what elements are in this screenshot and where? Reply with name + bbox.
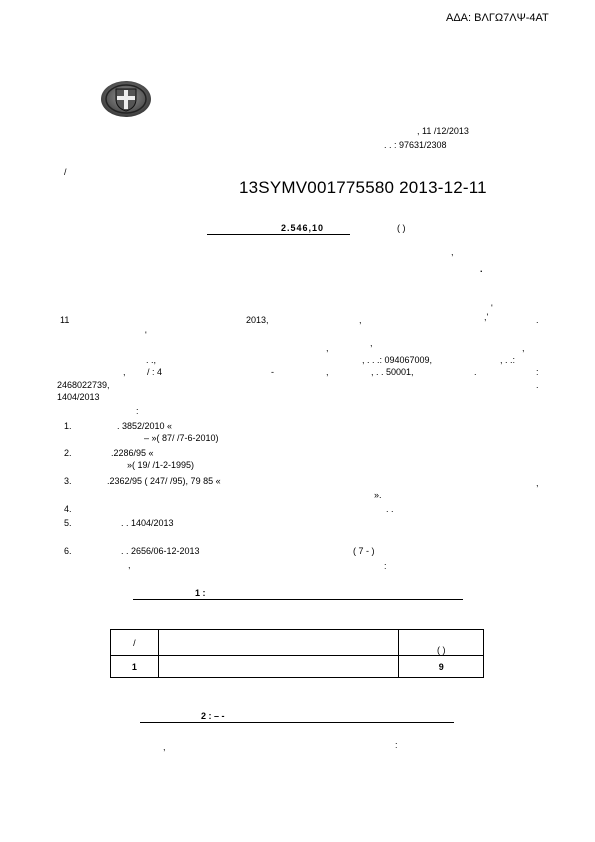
- amount-title: 2.546,10: [281, 223, 325, 233]
- line-year: 2013,: [246, 315, 269, 325]
- list-num-1: 1.: [64, 421, 72, 431]
- section-1-underline: [133, 599, 463, 600]
- table-header-cell: /: [111, 630, 159, 656]
- items-table: [110, 629, 484, 678]
- list-num-5: 5.: [64, 518, 72, 528]
- list-item-3: .2362/95 ( 247/ /95), 79 85 «: [107, 476, 221, 486]
- footer-comma: ,: [163, 742, 166, 752]
- reference-code: 13SYMV001775580 2013-12-11: [239, 178, 487, 197]
- table-cell: [158, 656, 399, 678]
- list-item-4-tail: . .: [386, 504, 394, 514]
- list-item-6-comma: ,: [128, 560, 131, 570]
- frag-comma-2: ,: [370, 338, 373, 348]
- protocol-number: . . : 97631/2308: [384, 140, 447, 150]
- addr-dash: -: [271, 367, 274, 377]
- tax-tail: , . .:: [500, 355, 516, 365]
- list-item-6-paren: ( 7 - ): [353, 546, 375, 556]
- table-cell: 1: [111, 656, 159, 678]
- section-2-heading: 2 : – -: [201, 711, 225, 721]
- ada-code: ΑΔΑ: ΒΛΓΩ7ΛΨ-4ΑΤ: [446, 12, 549, 24]
- table-header-cell: ( ): [399, 630, 484, 656]
- line-dot: .: [536, 315, 539, 325]
- list-item-1: . 3852/2010 «: [117, 421, 173, 431]
- table-cell: 9: [399, 656, 484, 678]
- addr-number: / : 4: [147, 367, 163, 377]
- document-date: , 11 /12/2013: [417, 126, 469, 136]
- list-item-3b: ».: [374, 490, 382, 500]
- slash-mark: /: [64, 167, 67, 177]
- footer-colon: :: [395, 740, 398, 750]
- frag-comma-3: ,: [522, 343, 525, 353]
- list-item-2: .2286/95 «: [111, 448, 154, 458]
- title-underline: [207, 234, 350, 235]
- list-item-2b: »( 19/ /1-2-1995): [127, 460, 195, 470]
- decision-number: 1404/2013: [57, 392, 100, 402]
- list-item-3-tail: ,: [536, 478, 539, 488]
- table-header-row: [111, 630, 484, 656]
- line-comma: ,: [359, 315, 362, 325]
- tick-mark: ': [145, 330, 147, 340]
- tax-number: , . . .: 094067009,: [362, 355, 433, 365]
- addr-comma: ,: [123, 367, 126, 377]
- amount-parenthesis: ( ): [397, 223, 406, 233]
- list-item-6-colon: :: [384, 561, 387, 571]
- addr-dot: .: [474, 367, 477, 377]
- list-num-6: 6.: [64, 546, 72, 556]
- body-quote: ': [491, 303, 493, 313]
- table-row: [111, 656, 484, 678]
- body-dot: .: [480, 264, 483, 274]
- list-item-1b: – »( 87/ /7-6-2010): [144, 433, 219, 443]
- addr-colon: :: [536, 367, 539, 377]
- frag-comma: ,: [326, 343, 329, 353]
- section-2-underline: [140, 722, 454, 723]
- section-1-heading: 1 :: [195, 588, 206, 598]
- body-comma: ,: [451, 247, 454, 257]
- list-num-3: 3.: [64, 476, 72, 486]
- line-eleven: 11: [60, 315, 70, 325]
- table-header-cell: [158, 630, 399, 656]
- greek-coat-of-arms-icon: [100, 80, 152, 118]
- line-mark: ,': [484, 312, 489, 322]
- phone-number: 2468022739,: [57, 380, 110, 390]
- list-item-5: . . 1404/2013: [121, 518, 174, 528]
- addr-comma-2: ,: [326, 367, 329, 377]
- list-num-2: 2.: [64, 448, 72, 458]
- phone-dot: .: [536, 380, 539, 390]
- frag-abbrev: . .,: [146, 355, 157, 365]
- list-num-4: 4.: [64, 504, 72, 514]
- intro-colon: :: [136, 406, 139, 416]
- list-item-6: . . 2656/06-12-2013: [121, 546, 200, 556]
- postal-code: , . . 50001,: [371, 367, 414, 377]
